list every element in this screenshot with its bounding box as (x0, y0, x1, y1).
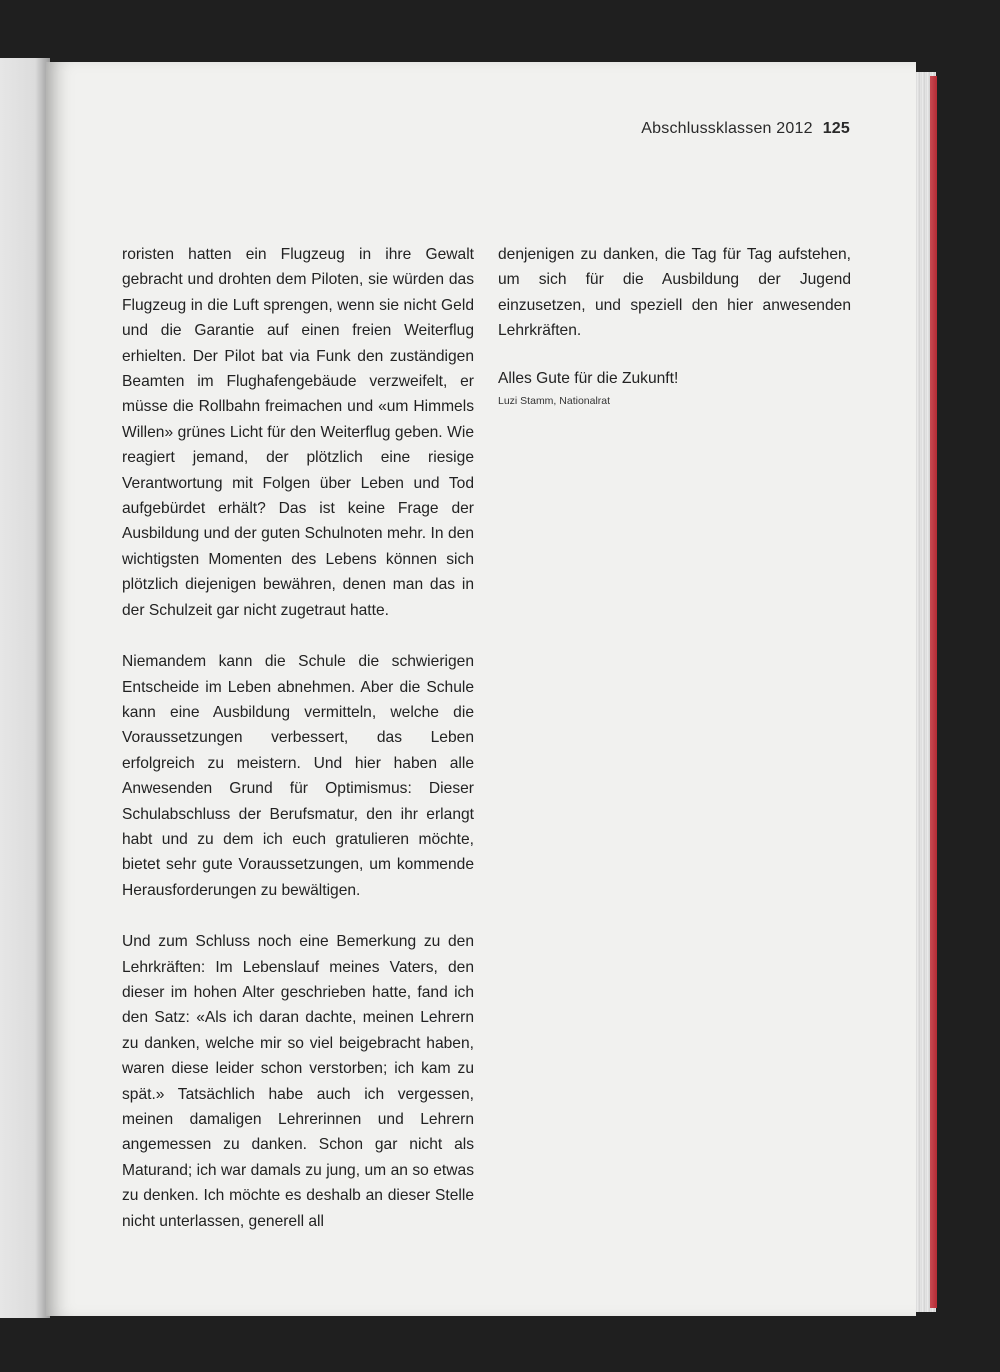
left-page-edge (0, 58, 50, 1318)
paragraph: Und zum Schluss noch eine Bemerkung zu den Lehrkräften: Im Lebenslauf meines Vaters, den dieser im hohen Alter geschrieben hatte, fand ich den Satz: «Als ich daran dachte, meinen Lehrern zu danken, welche mir so viel beigebracht haben, waren diese leider schon verstorben; ich kam zu spät.» Tatsächlich habe auch ich vergessen, meinen damaligen Lehrerinnen und Lehrern angemessen zu danken. Schon gar nicht als Maturand; ich war damals zu jung, um an so etwas zu denken. Ich möchte es deshalb an dieser Stelle nicht unterlassen, generell all (122, 933, 474, 1230)
paragraph: denjenigen zu danken, die Tag für Tag aufstehen, um sich für die Ausbildung der Jugend einzusetzen, und speziell den hier anwesenden Lehrkräften. (498, 246, 851, 340)
right-text-column (498, 242, 851, 409)
left-text-column (122, 242, 474, 1234)
page-number: 125 (822, 120, 850, 137)
paragraph: roristen hatten ein Flugzeug in ihre Gewalt gebracht und drohten dem Piloten, sie würden das Flugzeug in die Luft sprengen, wenn sie nicht Geld und die Garantie auf einen freien Weiterflug erhielten. Der Pilot bat via Funk den zuständigen Beamten im Flughafengebäude verzweifelt, er müsse die Rollbahn freimachen und «um Himmels Willen» grünes Licht für den Weiterflug geben. Wie reagiert jemand, der plötzlich eine riesige Verantwortung mit Folgen über Leben und Tod aufgebürdet erhält? Das ist keine Frage der Ausbildung und der guten Schulnoten mehr. In den wichtigsten Momenten des Lebens können sich plötzlich diejenigen bewähren, denen man das in der Schulzeit gar nicht zugetraut hatte. (122, 246, 474, 619)
closing-line: Alles Gute für die Zukunft! (498, 369, 679, 387)
running-header-title: Abschlussklassen 2012 (641, 120, 813, 137)
book-page (46, 62, 916, 1316)
running-header (641, 120, 850, 138)
book-cover-edge (930, 76, 937, 1308)
paragraph: Niemandem kann die Schule die schwierigen Entscheide im Leben abnehmen. Aber die Schule kann eine Ausbildung vermitteln, welche die Voraussetzungen verbessert, das Leben erfolgreich zu meistern. Und hier haben alle Anwesenden Grund für Optimismus: Dieser Schulabschluss der Berufsmatur, den ihr erlangt habt und zu dem ich euch gratulieren möchte, bietet sehr gute Voraussetzungen, um kommende Herausforderungen zu bewältigen. (122, 653, 474, 899)
signature: Luzi Stamm, Nationalrat (498, 395, 611, 408)
